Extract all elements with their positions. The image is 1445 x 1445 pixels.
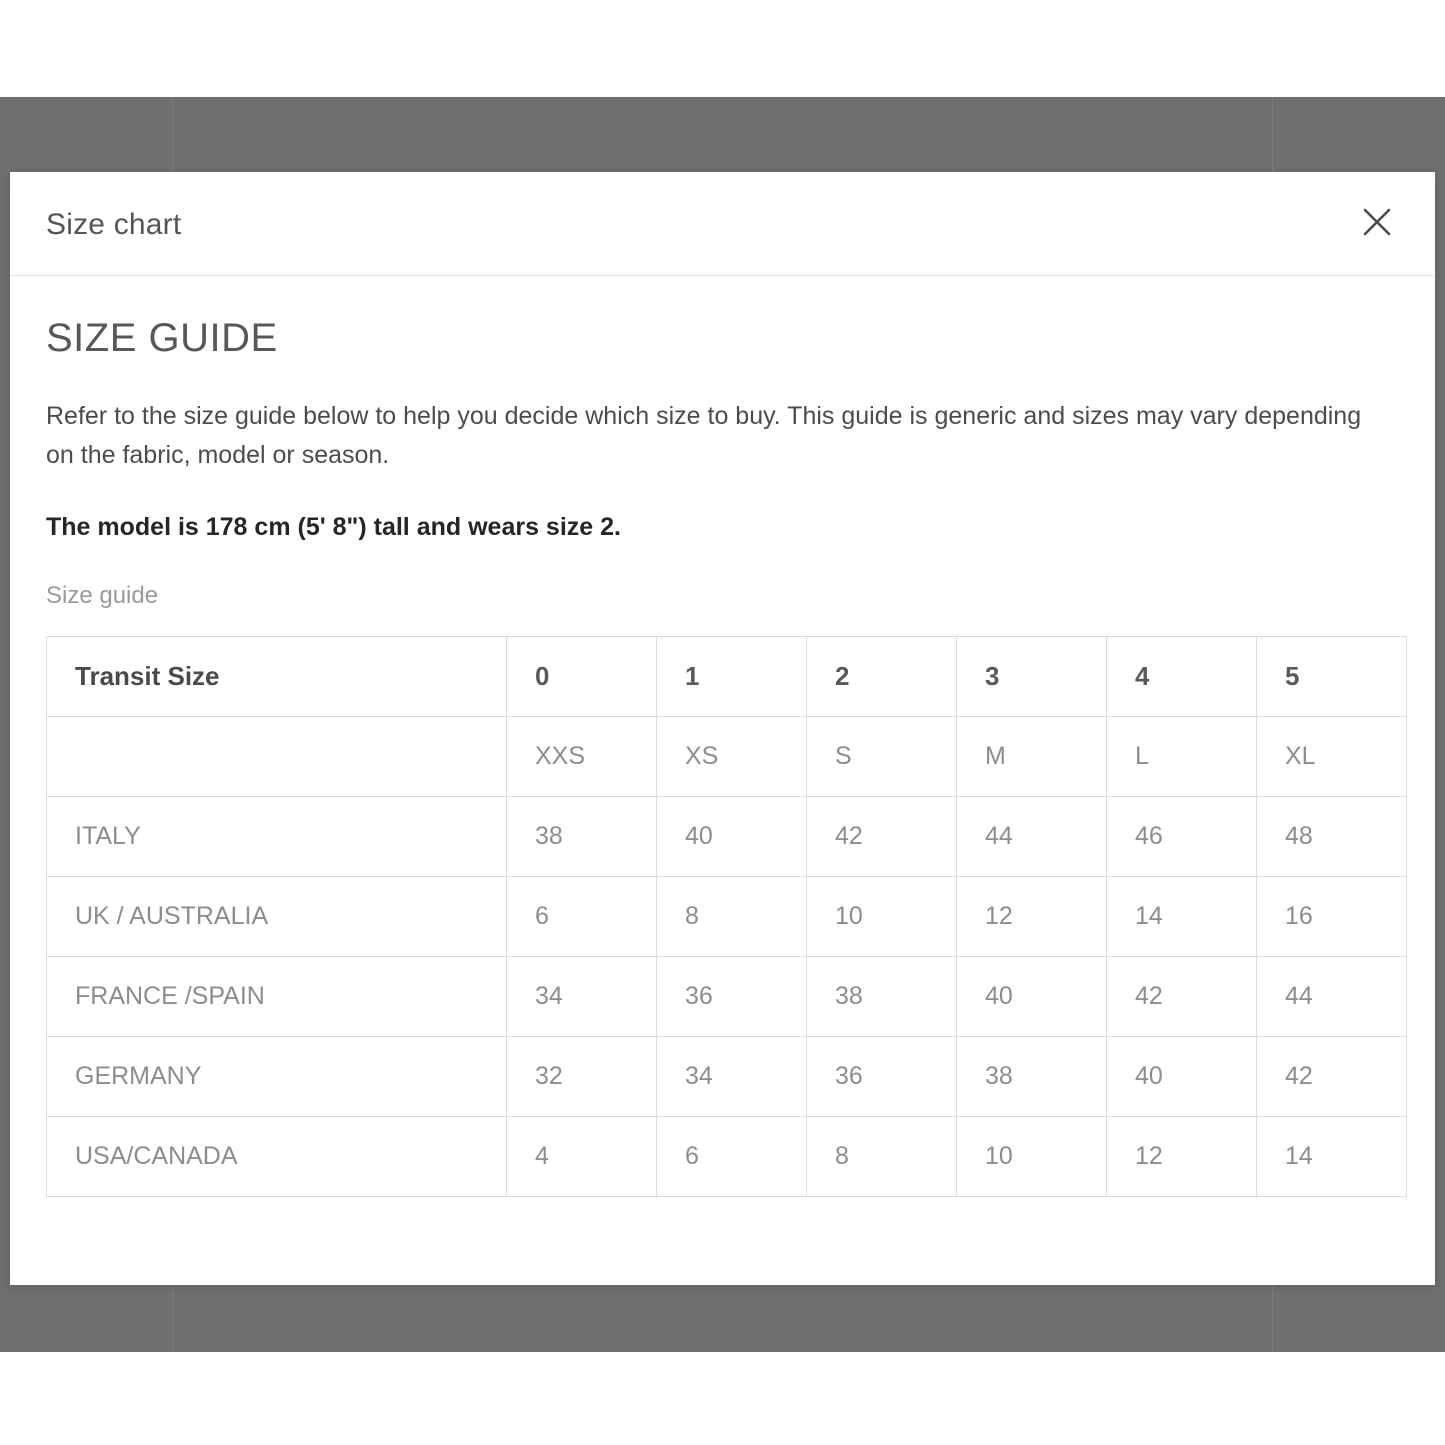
table-header-cell: 0 [507,636,657,716]
table-cell: S [807,716,957,796]
table-cell: 6 [507,876,657,956]
table-cell: 40 [657,796,807,876]
table-cell: UK / AUSTRALIA [47,876,507,956]
table-cell: 44 [957,796,1107,876]
table-cell: 8 [807,1116,957,1196]
table-cell: 44 [1257,956,1407,1036]
table-row [47,716,1407,796]
table-row [47,796,1407,876]
table-caption: Size guide [46,581,159,609]
table-cell: 10 [807,876,957,956]
table-cell: 6 [657,1116,807,1196]
table-cell: 40 [1107,1036,1257,1116]
table-cell: 38 [807,956,957,1036]
modal-body [10,276,1435,1197]
table-row [47,1116,1407,1196]
table-header-cell: 2 [807,636,957,716]
table-cell: XS [657,716,807,796]
size-guide-table [46,636,1407,1197]
table-cell: XL [1257,716,1407,796]
table-cell: 12 [1107,1116,1257,1196]
table-row [47,1036,1407,1116]
modal-header [10,172,1435,276]
table-header-cell: 1 [657,636,807,716]
model-note: The model is 178 cm (5' 8") tall and wears size 2. [46,512,621,541]
close-icon[interactable] [1349,194,1405,250]
table-cell: 48 [1257,796,1407,876]
table-header-row [47,636,1407,716]
table-cell: 10 [957,1116,1107,1196]
table-cell: 12 [957,876,1107,956]
table-row [47,876,1407,956]
table-cell: 32 [507,1036,657,1116]
table-cell: 42 [1257,1036,1407,1116]
table-cell: M [957,716,1107,796]
table-cell: XXS [507,716,657,796]
table-cell: 36 [657,956,807,1036]
table-cell: 38 [957,1036,1107,1116]
table-cell: 40 [957,956,1107,1036]
table-cell: 42 [1107,956,1257,1036]
table-cell: 14 [1107,876,1257,956]
table-header-cell: 3 [957,636,1107,716]
table-header-cell: Transit Size [47,636,507,716]
table-cell: 34 [507,956,657,1036]
table-cell: 38 [507,796,657,876]
table-cell: USA/CANADA [47,1116,507,1196]
table-cell: L [1107,716,1257,796]
table-cell: 8 [657,876,807,956]
table-cell: 42 [807,796,957,876]
size-chart-modal [10,172,1435,1285]
table-cell: 34 [657,1036,807,1116]
modal-title: Size chart [46,208,182,241]
table-cell: 36 [807,1036,957,1116]
table-header-cell: 5 [1257,636,1407,716]
table-header-cell: 4 [1107,636,1257,716]
table-cell [47,716,507,796]
table-cell: 46 [1107,796,1257,876]
table-cell: ITALY [47,796,507,876]
table-cell: 4 [507,1116,657,1196]
table-cell: GERMANY [47,1036,507,1116]
size-guide-description: Refer to the size guide below to help you decide which size to buy. This guide is generic and sizes may vary depending on the fabric, model or season. [46,402,1362,469]
table-cell: 16 [1257,876,1407,956]
table-cell: FRANCE /SPAIN [47,956,507,1036]
page-title: SIZE GUIDE [46,316,278,360]
table-row [47,956,1407,1036]
table-cell: 14 [1257,1116,1407,1196]
